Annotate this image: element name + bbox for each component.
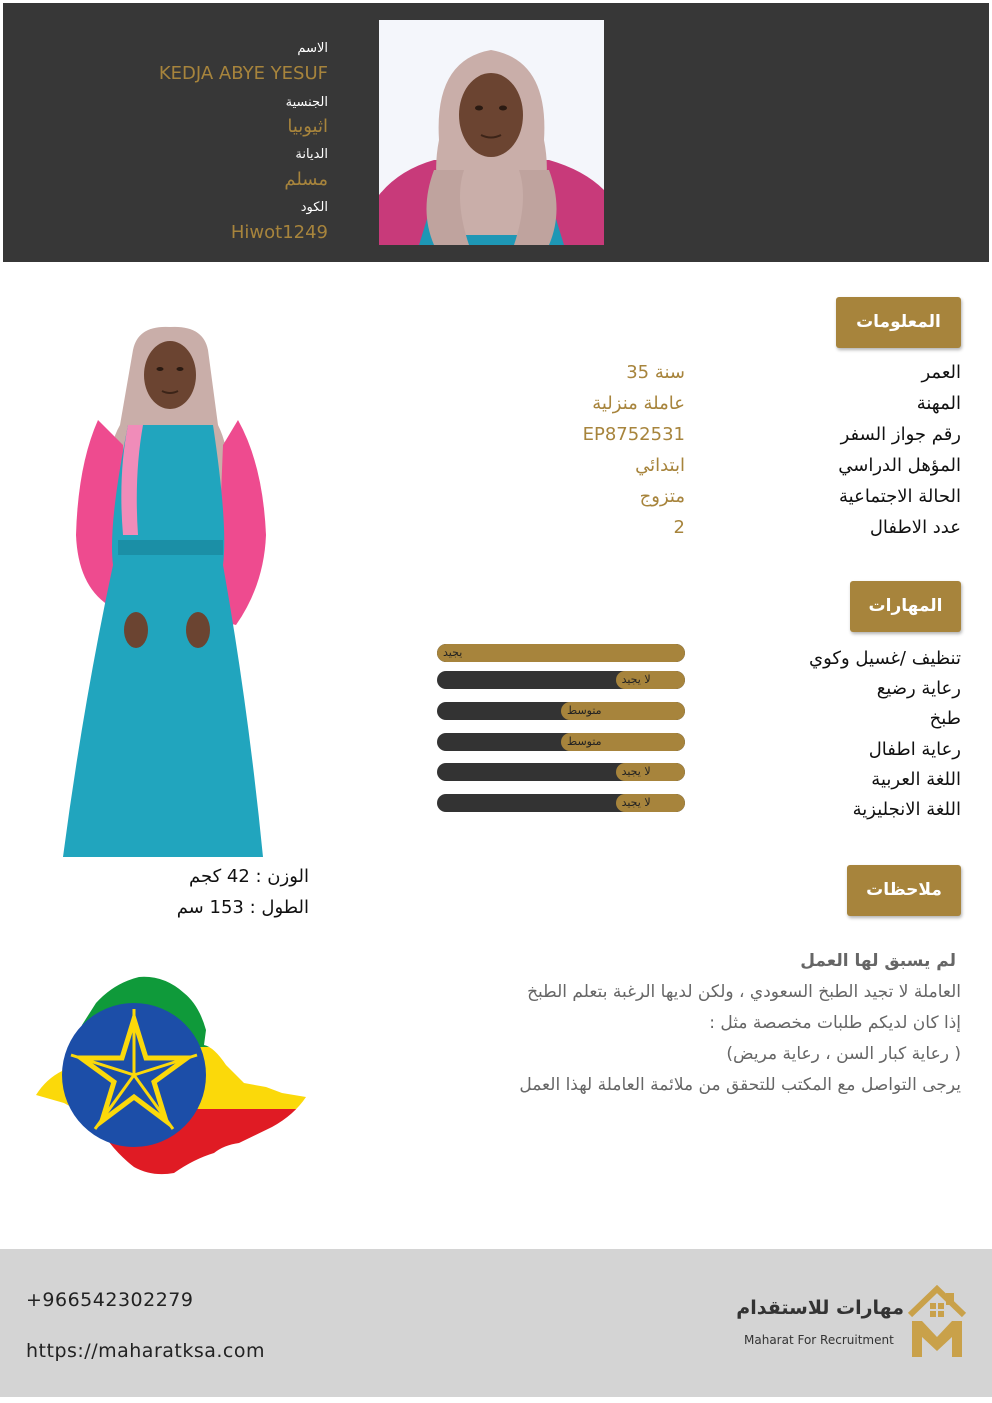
maharat-logo-icon	[736, 1285, 968, 1360]
note-line-4: ( رعاية كبار السن ، رعاية مريض)	[726, 1044, 961, 1064]
skills-title-badge: المهارات	[850, 581, 961, 632]
children-value: 2	[673, 517, 685, 538]
full-body-photo	[58, 325, 280, 860]
note-line-2: العاملة لا تجيد الطبخ السعودي ، ولكن لديها الرغبة بتعلم الطبخ	[527, 982, 961, 1002]
skill-level-child-care: متوسط	[561, 733, 685, 751]
religion-label: الديانة	[295, 147, 328, 162]
logo-arabic-text: مهارات للاستقدام	[736, 1297, 904, 1319]
children-label: عدد الاطفال	[869, 517, 961, 538]
marital-status-value: متزوج	[639, 486, 685, 507]
skill-label-arabic: اللغة العربية	[871, 769, 961, 790]
code-value: Hiwot1249	[230, 222, 328, 243]
height-text: الطول : 153 سم	[176, 897, 309, 918]
note-line-5: يرجى التواصل مع المكتب للتحقق من ملائمة العاملة لهذا العمل	[519, 1075, 961, 1095]
age-label: العمر	[921, 362, 961, 383]
nationality-label: الجنسية	[285, 95, 328, 110]
logo-english-text: Maharat For Recruitment	[744, 1333, 894, 1347]
skill-label-child-care: رعاية اطفال	[868, 739, 961, 760]
skill-label-english: اللغة الانجليزية	[852, 799, 961, 820]
portrait-photo	[379, 20, 604, 245]
website-link[interactable]: https://maharatksa.com	[26, 1340, 266, 1362]
name-label: الاسم	[297, 41, 328, 56]
age-value: 35 سنة	[626, 362, 685, 383]
ethiopia-map-flag-icon	[34, 975, 314, 1180]
skill-label-cleaning: تنظيف /غسيل وكوي	[809, 648, 961, 669]
profession-label: المهنة	[916, 393, 961, 414]
profession-value: عاملة منزلية	[592, 393, 685, 414]
skill-level-english: لا يجيد	[616, 794, 685, 812]
passport-label: رقم جواز السفر	[840, 424, 961, 445]
skill-bar-english	[437, 794, 685, 812]
note-line-1: لم يسبق لها العمل	[800, 951, 956, 971]
education-value: ابتدائي	[635, 455, 685, 476]
skill-bar-arabic	[437, 763, 685, 781]
skill-bar-cooking	[437, 702, 685, 720]
code-label: الكود	[300, 200, 328, 215]
notes-title-badge: ملاحظات	[847, 865, 961, 916]
skill-bar-infant-care	[437, 671, 685, 689]
skill-level-infant-care: لا يجيد	[616, 671, 685, 689]
passport-value: EP8752531	[582, 424, 685, 445]
skill-bar-cleaning	[437, 644, 685, 662]
skill-label-cooking: طبخ	[929, 708, 961, 729]
info-title-badge: المعلومات	[836, 297, 961, 348]
name-value: KEDJA ABYE YESUF	[158, 63, 328, 84]
religion-value: مسلم	[284, 169, 328, 190]
note-line-3: إذا كان لديكم طلبات مخصصة مثل :	[709, 1013, 961, 1033]
weight-text: الوزن : 42 كجم	[189, 866, 309, 887]
skill-level-arabic: لا يجيد	[616, 763, 685, 781]
nationality-value: اثيوبيا	[287, 116, 328, 137]
education-label: المؤهل الدراسي	[838, 455, 961, 476]
marital-status-label: الحالة الاجتماعية	[839, 486, 961, 507]
skill-bar-child-care	[437, 733, 685, 751]
skill-label-infant-care: رعاية رضيع	[876, 678, 961, 699]
skill-level-cleaning: يجيد	[437, 644, 685, 662]
phone-number: +966542302279	[26, 1289, 194, 1311]
skill-level-cooking: متوسط	[561, 702, 685, 720]
